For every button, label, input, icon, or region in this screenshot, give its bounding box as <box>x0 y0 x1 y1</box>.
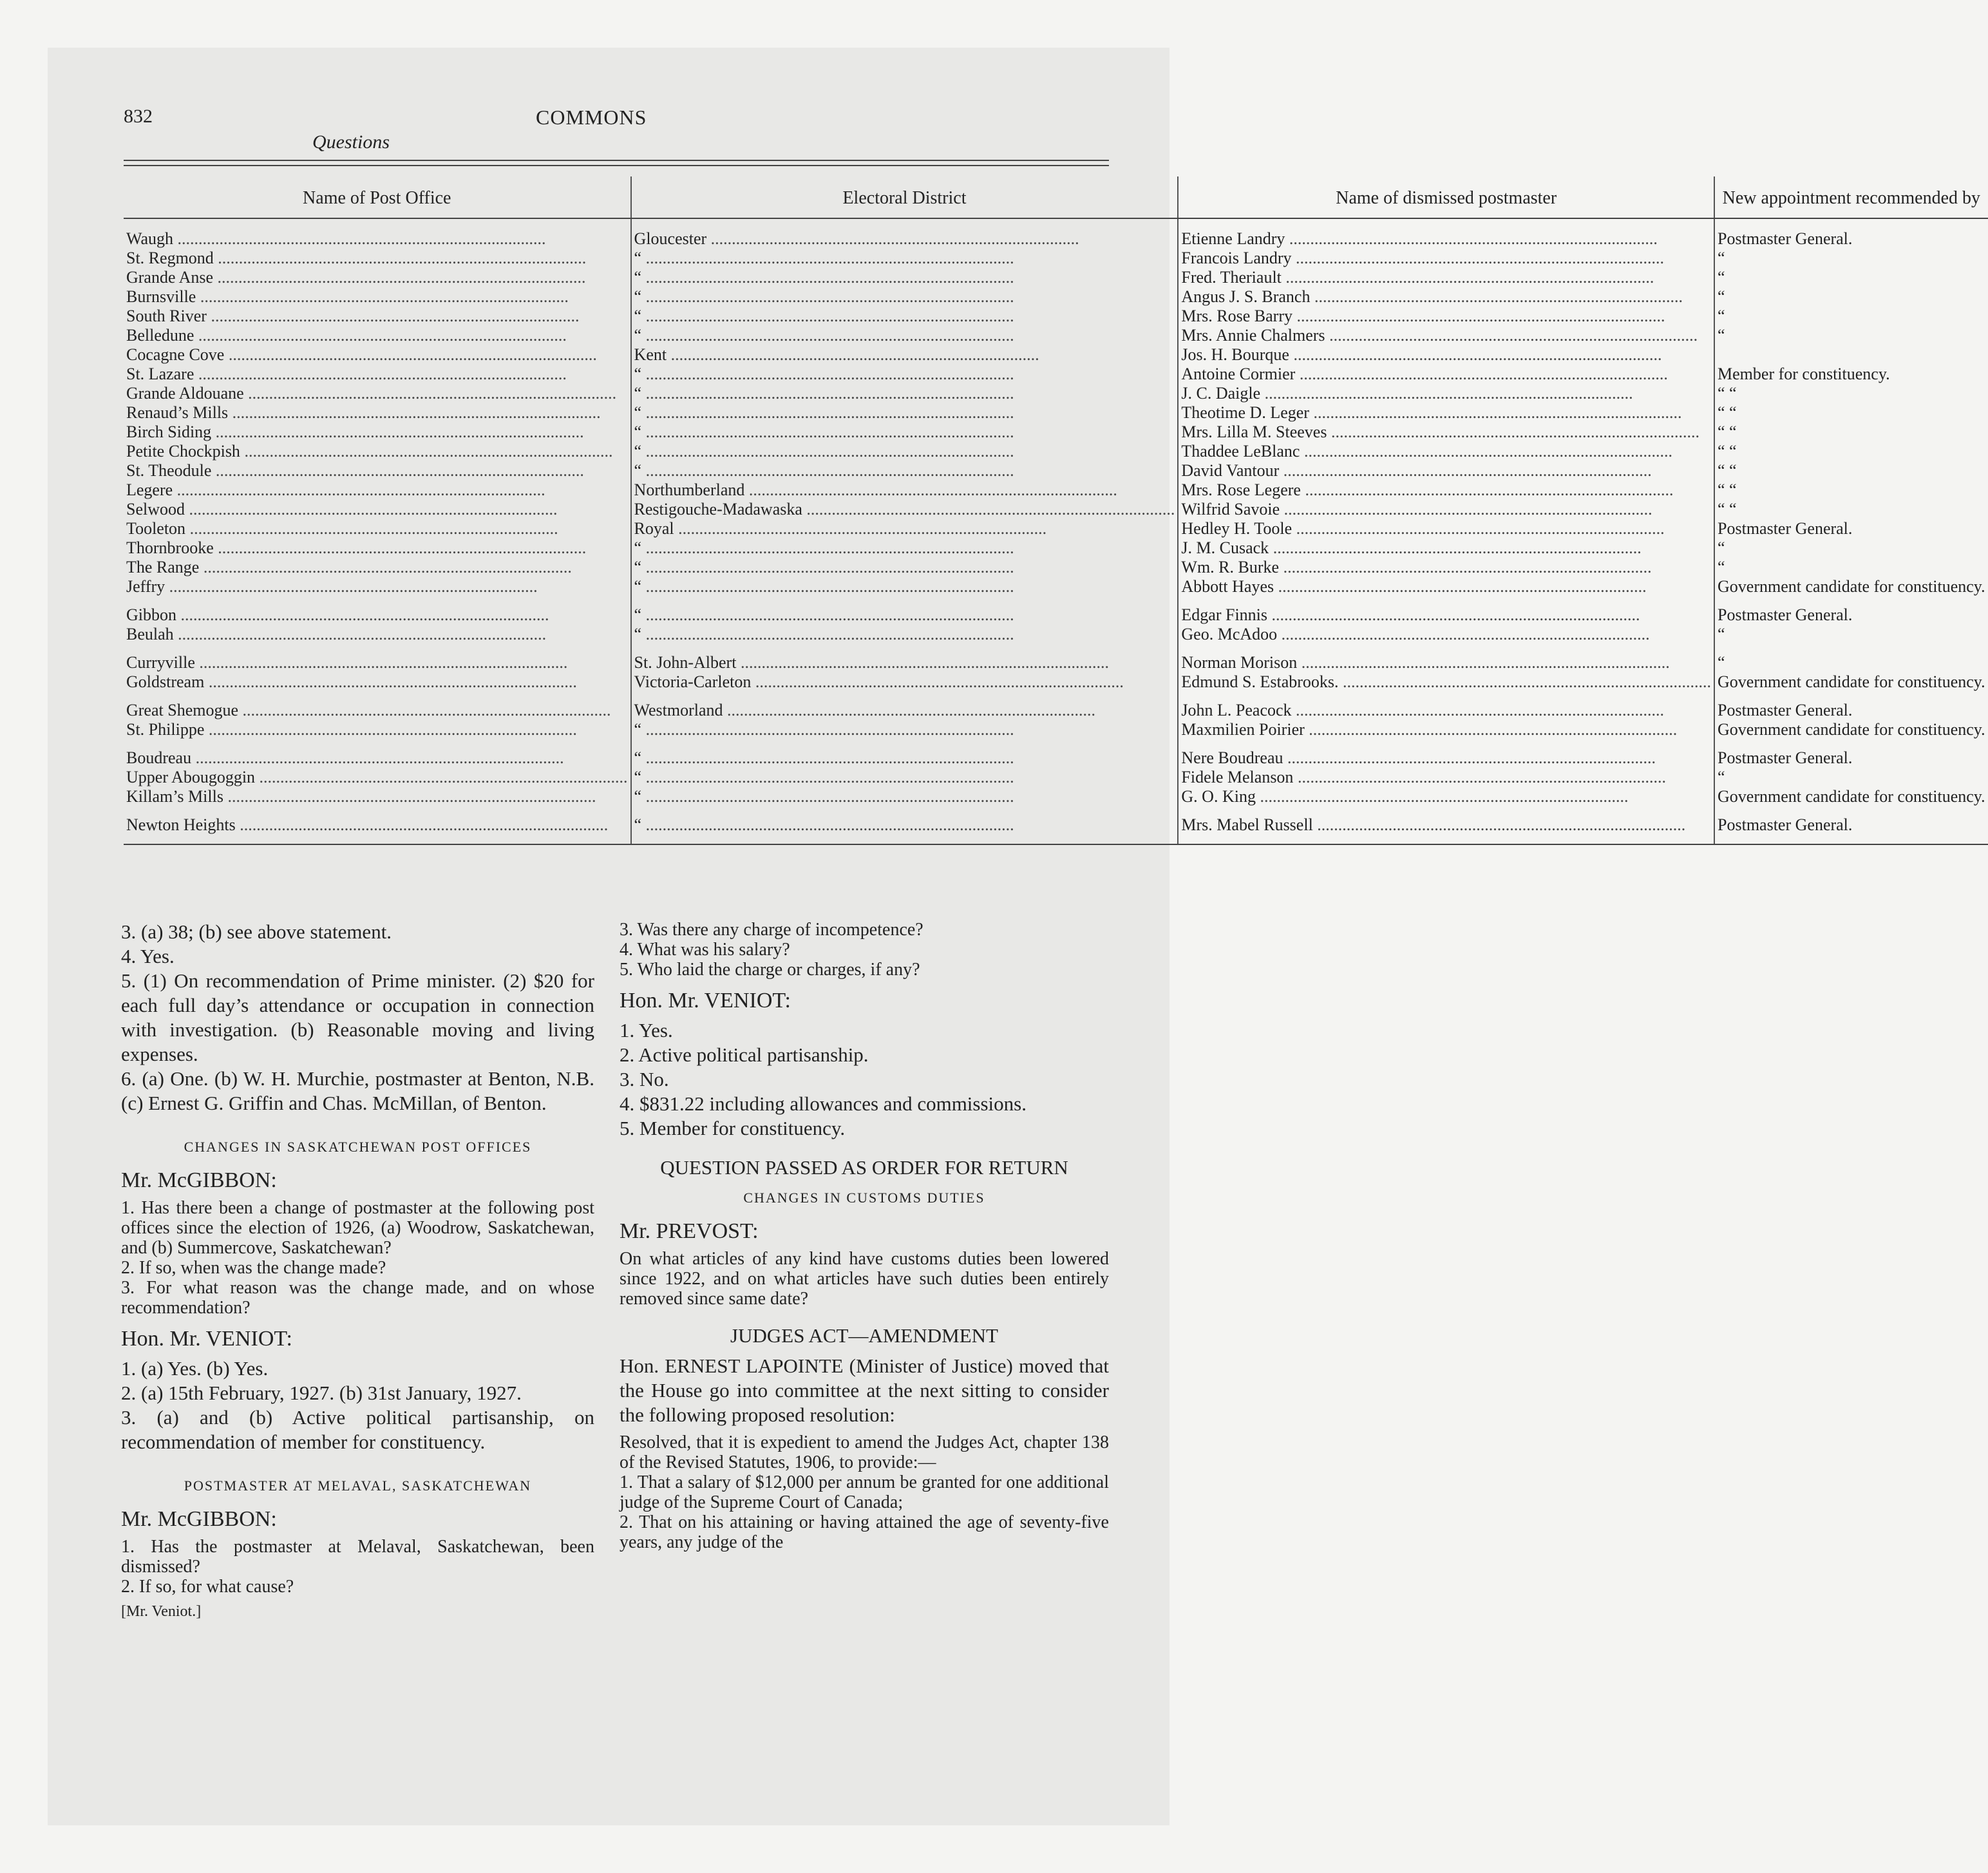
table-row <box>124 787 1988 806</box>
table-row <box>124 739 1988 768</box>
customs-question: On what articles of any kind have customs duties been lowered since 1922, and on what articles have such duties been entirely removed since same date? <box>620 1249 1109 1309</box>
cell-post-office: Waugh ..... <box>124 218 631 249</box>
cell-post-office: St. Lazare ..... <box>124 365 631 384</box>
speaker-prevost: Mr. PREVOST: <box>620 1219 759 1243</box>
subheading-customs: CHANGES IN CUSTOMS DUTIES <box>743 1190 985 1206</box>
cell-post-office: Grande Aldouane ..... <box>124 384 631 403</box>
cell-district: “ ..... <box>631 806 1179 844</box>
cell-post-office: Goldstream ..... <box>124 672 631 692</box>
cell-recommended: Government candidate for constituency. <box>1714 577 1988 596</box>
table-row <box>124 625 1988 644</box>
cell-post-office: Killam’s Mills ..... <box>124 787 631 806</box>
cell-district: “ ..... <box>631 403 1179 423</box>
cell-recommended: “ “ <box>1714 423 1988 442</box>
cell-postmaster: Etienne Landry ..... <box>1178 218 1714 249</box>
subheading-melaval: POSTMASTER AT MELAVAL, SASKATCHEWAN <box>184 1478 532 1494</box>
cell-recommended: Postmaster General. <box>1714 596 1988 625</box>
cell-postmaster: Antoine Cormier ..... <box>1178 365 1714 384</box>
cell-postmaster: Thaddee LeBlanc ..... <box>1178 442 1714 461</box>
cell-recommended <box>1714 345 1988 365</box>
table-row <box>124 365 1988 384</box>
col-header-dismissed: Name of dismissed postmaster <box>1178 176 1714 218</box>
question-3: 3. For what reason was the change made, and on whose recommendation? <box>121 1278 594 1318</box>
header-rule-2 <box>124 165 1109 166</box>
subheading-saskatchewan-changes: CHANGES IN SASKATCHEWAN POST OFFICES <box>184 1139 532 1155</box>
page-header <box>124 103 1109 161</box>
cell-district: “ ..... <box>631 365 1179 384</box>
speaker-mcgibbon-2: Mr. McGIBBON: <box>121 1507 277 1531</box>
melaval-reply-1: 1. Yes. <box>620 1019 673 1041</box>
cell-recommended: “ “ <box>1714 403 1988 423</box>
cell-post-office: Cocagne Cove ..... <box>124 345 631 365</box>
cell-post-office: Thornbrooke ..... <box>124 538 631 558</box>
answer-4: 4. Yes. <box>121 945 175 967</box>
cell-district: “ ..... <box>631 720 1179 739</box>
cell-postmaster: Nere Boudreau ..... <box>1178 739 1714 768</box>
cell-postmaster: Mrs. Rose Barry ..... <box>1178 307 1714 326</box>
cell-district: Kent ..... <box>631 345 1179 365</box>
cell-postmaster: Edmund S. Estabrooks. ..... <box>1178 672 1714 692</box>
speaker-veniot: Hon. Mr. VENIOT: <box>121 1327 292 1351</box>
col-header-post-office: Name of Post Office <box>124 176 631 218</box>
speaker-mcgibbon: Mr. McGIBBON: <box>121 1168 277 1192</box>
cell-district: Restigouche-Madawaska ..... <box>631 500 1179 519</box>
cell-district: “ ..... <box>631 625 1179 644</box>
table-row <box>124 558 1988 577</box>
cell-postmaster: Francois Landry ..... <box>1178 249 1714 268</box>
cell-post-office: The Range ..... <box>124 558 631 577</box>
cell-post-office: Great Shemogue ..... <box>124 692 631 720</box>
cell-postmaster: Hedley H. Toole ..... <box>1178 519 1714 538</box>
cell-recommended: Postmaster General. <box>1714 692 1988 720</box>
col-header-district: Electoral District <box>631 176 1179 218</box>
melaval-reply-3: 3. No. <box>620 1068 669 1090</box>
resolution-item-1: 1. That a salary of $12,000 per annum be granted for one additional judge of the Supreme Court of Canada; <box>620 1472 1109 1512</box>
table-row <box>124 720 1988 739</box>
table-row <box>124 268 1988 287</box>
table-row <box>124 423 1988 442</box>
cell-district: “ ..... <box>631 577 1179 596</box>
cell-recommended: Postmaster General. <box>1714 739 1988 768</box>
table-row <box>124 577 1988 596</box>
cell-recommended: Postmaster General. <box>1714 218 1988 249</box>
cell-recommended: Postmaster General. <box>1714 806 1988 844</box>
melaval-question-5: 5. Who laid the charge or charges, if any? <box>620 960 920 980</box>
table-row <box>124 644 1988 672</box>
melaval-reply-2: 2. Active political partisanship. <box>620 1043 869 1066</box>
cell-district: “ ..... <box>631 787 1179 806</box>
cell-district: “ ..... <box>631 739 1179 768</box>
table-row <box>124 672 1988 692</box>
question-2: 2. If so, when was the change made? <box>121 1258 386 1278</box>
melaval-reply-5: 5. Member for constituency. <box>620 1117 846 1139</box>
cell-district: “ ..... <box>631 326 1179 345</box>
table-row <box>124 287 1988 307</box>
cell-post-office: Selwood ..... <box>124 500 631 519</box>
cell-post-office: Burnsville ..... <box>124 287 631 307</box>
cell-post-office: Boudreau ..... <box>124 739 631 768</box>
cell-district: “ ..... <box>631 268 1179 287</box>
cell-district: “ ..... <box>631 249 1179 268</box>
cell-recommended: “ “ <box>1714 384 1988 403</box>
left-column <box>121 920 594 1622</box>
cell-postmaster: J. M. Cusack ..... <box>1178 538 1714 558</box>
page-footer: [Mr. Veniot.] <box>121 1603 202 1620</box>
cell-postmaster: Mrs. Mabel Russell ..... <box>1178 806 1714 844</box>
cell-recommended: “ <box>1714 768 1988 787</box>
right-column <box>620 920 1109 1552</box>
cell-post-office: Gibbon ..... <box>124 596 631 625</box>
cell-district: “ ..... <box>631 287 1179 307</box>
melaval-question-1: 1. Has the postmaster at Melaval, Saskatchewan, been dismissed? <box>121 1537 594 1577</box>
reply-1: 1. (a) Yes. (b) Yes. <box>121 1357 269 1380</box>
table-row <box>124 538 1988 558</box>
cell-postmaster: Fidele Melanson ..... <box>1178 768 1714 787</box>
cell-district: St. John-Albert ..... <box>631 644 1179 672</box>
cell-recommended: “ <box>1714 644 1988 672</box>
cell-post-office: South River ..... <box>124 307 631 326</box>
resolution-intro: Resolved, that it is expedient to amend the Judges Act, chapter 138 of the Revised Statutes, 1906, to provide:— <box>620 1432 1109 1472</box>
cell-post-office: Grande Anse ..... <box>124 268 631 287</box>
answer-5: 5. (1) On recommendation of Prime minister. (2) $20 for each full day’s attendance or occupation in connection with investigation. (b) Reasonable moving and living expenses. <box>121 969 594 1065</box>
cell-district: Westmorland ..... <box>631 692 1179 720</box>
cell-postmaster: J. C. Daigle ..... <box>1178 384 1714 403</box>
cell-postmaster: Abbott Hayes ..... <box>1178 577 1714 596</box>
cell-recommended: “ <box>1714 287 1988 307</box>
table-row <box>124 480 1988 500</box>
cell-district: “ ..... <box>631 461 1179 480</box>
cell-recommended: Government candidate for constituency. <box>1714 720 1988 739</box>
cell-recommended: “ “ <box>1714 480 1988 500</box>
heading-order-for-return: QUESTION PASSED AS ORDER FOR RETURN <box>660 1156 1068 1179</box>
postmaster-table <box>124 176 1988 845</box>
table-row <box>124 500 1988 519</box>
cell-recommended: “ <box>1714 558 1988 577</box>
cell-postmaster: Edgar Finnis ..... <box>1178 596 1714 625</box>
speaker-veniot-2: Hon. Mr. VENIOT: <box>620 989 791 1013</box>
table-row <box>124 326 1988 345</box>
header-rule <box>124 160 1109 161</box>
table-row <box>124 384 1988 403</box>
table-row <box>124 519 1988 538</box>
cell-recommended: “ <box>1714 326 1988 345</box>
cell-district: Gloucester ..... <box>631 218 1179 249</box>
running-head: COMMONS <box>536 106 647 129</box>
table-row <box>124 307 1988 326</box>
cell-recommended: “ “ <box>1714 500 1988 519</box>
cell-postmaster: John L. Peacock ..... <box>1178 692 1714 720</box>
reply-3: 3. (a) and (b) Active political partisanship, on recommendation of member for constituency. <box>121 1406 594 1453</box>
cell-postmaster: David Vantour ..... <box>1178 461 1714 480</box>
heading-judges-act: JUDGES ACT—AMENDMENT <box>730 1324 998 1347</box>
cell-recommended: “ <box>1714 307 1988 326</box>
cell-post-office: Tooleton ..... <box>124 519 631 538</box>
cell-post-office: Renaud’s Mills ..... <box>124 403 631 423</box>
answer-6: 6. (a) One. (b) W. H. Murchie, postmaster at Benton, N.B. (c) Ernest G. Griffin and Chas. McMillan, of Benton. <box>121 1067 594 1114</box>
cell-post-office: Petite Chockpish ..... <box>124 442 631 461</box>
lapointe-motion: Hon. ERNEST LAPOINTE (Minister of Justice) moved that the House go into committee at the next sitting to consider the following proposed resolution: <box>620 1355 1109 1426</box>
cell-district: “ ..... <box>631 307 1179 326</box>
cell-post-office: Birch Siding ..... <box>124 423 631 442</box>
table-row <box>124 249 1988 268</box>
melaval-question-3: 3. Was there any charge of incompetence? <box>620 920 923 940</box>
cell-postmaster: Wilfrid Savoie ..... <box>1178 500 1714 519</box>
cell-district: “ ..... <box>631 538 1179 558</box>
cell-post-office: Belledune ..... <box>124 326 631 345</box>
cell-recommended: “ <box>1714 268 1988 287</box>
reply-2: 2. (a) 15th February, 1927. (b) 31st January, 1927. <box>121 1382 522 1404</box>
cell-district: “ ..... <box>631 423 1179 442</box>
table-row <box>124 403 1988 423</box>
cell-recommended: “ “ <box>1714 461 1988 480</box>
cell-postmaster: Mrs. Rose Legere ..... <box>1178 480 1714 500</box>
table-row <box>124 442 1988 461</box>
cell-district: “ ..... <box>631 596 1179 625</box>
table-row <box>124 692 1988 720</box>
resolution-item-2: 2. That on his attaining or having attained the age of seventy-five years, any judge of the <box>620 1512 1109 1552</box>
table-header-row <box>124 176 1988 218</box>
cell-postmaster: Maxmilien Poirier ..... <box>1178 720 1714 739</box>
cell-district: “ ..... <box>631 558 1179 577</box>
cell-district: “ ..... <box>631 768 1179 787</box>
cell-recommended: Government candidate for constituency. <box>1714 672 1988 692</box>
cell-postmaster: Mrs. Annie Chalmers ..... <box>1178 326 1714 345</box>
cell-post-office: Curryville ..... <box>124 644 631 672</box>
cell-postmaster: Geo. McAdoo ..... <box>1178 625 1714 644</box>
cell-recommended: “ <box>1714 538 1988 558</box>
cell-postmaster: Wm. R. Burke ..... <box>1178 558 1714 577</box>
cell-post-office: St. Theodule ..... <box>124 461 631 480</box>
table-row <box>124 806 1988 844</box>
table-row <box>124 596 1988 625</box>
cell-postmaster: G. O. King ..... <box>1178 787 1714 806</box>
cell-post-office: St. Philippe ..... <box>124 720 631 739</box>
table-row <box>124 768 1988 787</box>
melaval-reply-4: 4. $831.22 including allowances and commissions. <box>620 1092 1027 1115</box>
col-header-recommended: New appointment recommended by <box>1714 176 1988 218</box>
cell-postmaster: Norman Morison ..... <box>1178 644 1714 672</box>
page-number: 832 <box>124 106 153 127</box>
table-row <box>124 218 1988 249</box>
cell-district: “ ..... <box>631 384 1179 403</box>
cell-postmaster: Angus J. S. Branch ..... <box>1178 287 1714 307</box>
cell-recommended: “ “ <box>1714 442 1988 461</box>
cell-district: “ ..... <box>631 442 1179 461</box>
cell-district: Royal ..... <box>631 519 1179 538</box>
cell-post-office: Beulah ..... <box>124 625 631 644</box>
cell-district: Northumberland ..... <box>631 480 1179 500</box>
table-row <box>124 461 1988 480</box>
table-row <box>124 345 1988 365</box>
cell-district: Victoria-Carleton ..... <box>631 672 1179 692</box>
cell-recommended: Member for constituency. <box>1714 365 1988 384</box>
cell-postmaster: Mrs. Lilla M. Steeves ..... <box>1178 423 1714 442</box>
cell-post-office: Upper Abougoggin ..... <box>124 768 631 787</box>
melaval-question-2: 2. If so, for what cause? <box>121 1577 294 1597</box>
cell-recommended: “ <box>1714 249 1988 268</box>
cell-postmaster: Theotime D. Leger ..... <box>1178 403 1714 423</box>
question-1: 1. Has there been a change of postmaster at the following post offices since the election of 1926, (a) Woodrow, Saskatchewan, and (b) Summercove, Saskatchewan? <box>121 1198 594 1258</box>
cell-post-office: St. Regmond ..... <box>124 249 631 268</box>
cell-recommended: Government candidate for constituency. <box>1714 787 1988 806</box>
cell-postmaster: Fred. Theriault ..... <box>1178 268 1714 287</box>
cell-post-office: Jeffry ..... <box>124 577 631 596</box>
cell-recommended: Postmaster General. <box>1714 519 1988 538</box>
cell-postmaster: Jos. H. Bourque ..... <box>1178 345 1714 365</box>
cell-recommended: “ <box>1714 625 1988 644</box>
cell-post-office: Legere ..... <box>124 480 631 500</box>
melaval-question-4: 4. What was his salary? <box>620 940 790 960</box>
cell-post-office: Newton Heights ..... <box>124 806 631 844</box>
answer-3: 3. (a) 38; (b) see above statement. <box>121 920 392 943</box>
section-title: Questions <box>312 131 390 153</box>
